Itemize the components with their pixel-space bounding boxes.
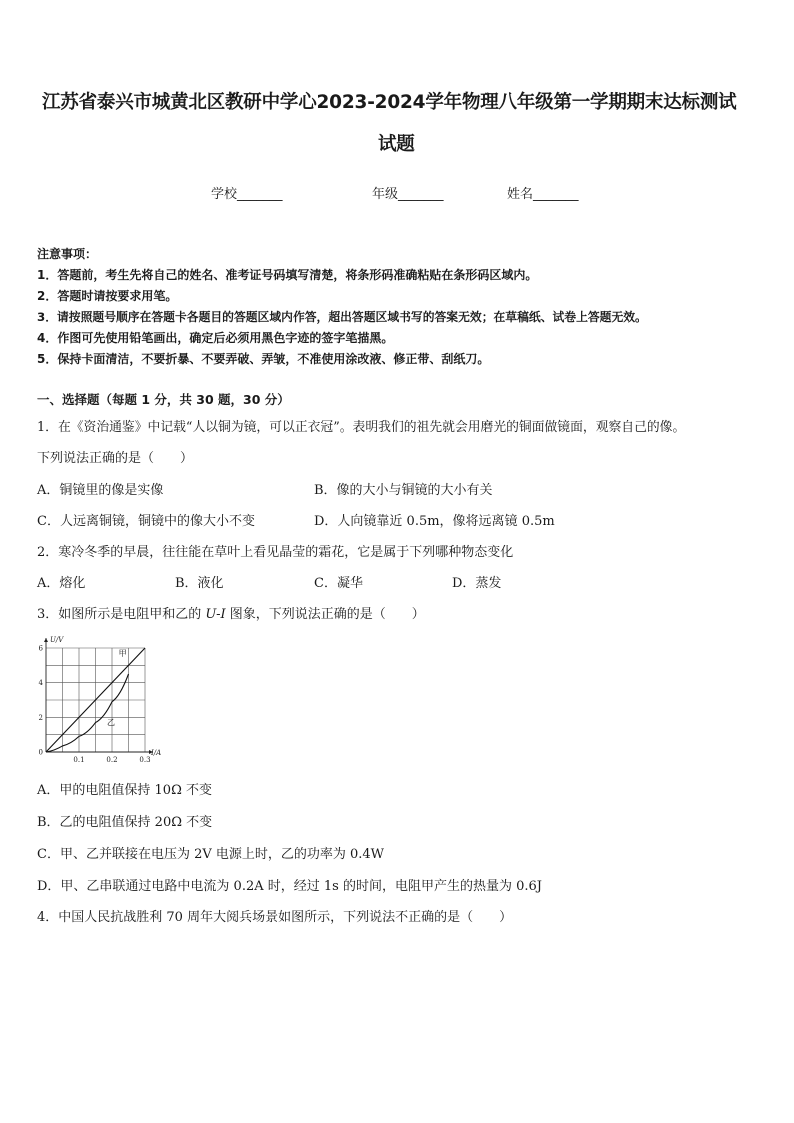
notice-item-2: 2．答题时请按要求用笔。 bbox=[37, 289, 178, 303]
y-tick-label: 2 bbox=[38, 713, 43, 722]
q2-option-d: D．蒸发 bbox=[452, 576, 502, 591]
y-axis-arrow bbox=[44, 638, 48, 642]
q1-option-c: C．人远离铜镜，铜镜中的像大小不变 bbox=[37, 514, 255, 529]
notice-item-4: 4．作图可先使用铅笔画出，确定后必须用黑色字迹的签字笔描黑。 bbox=[37, 331, 394, 345]
x-tick-label: 0.2 bbox=[106, 756, 118, 764]
ui-graph bbox=[30, 630, 170, 770]
q1-stem-line2: 下列说法正确的是（ ） bbox=[37, 451, 194, 466]
q3-option-c: C．甲、乙并联接在电压为 2V 电源上时，乙的功率为 0.4W bbox=[37, 847, 385, 862]
section-heading: 一、选择题（每题 1 分，共 30 题，30 分） bbox=[37, 392, 290, 407]
q2-stem: 2．寒冷冬季的早晨，往往能在草叶上看见晶莹的霜花，它是属于下列哪种物态变化 bbox=[37, 545, 514, 560]
q2-option-b: B．液化 bbox=[175, 576, 224, 591]
q3-stem-post: 图象，下列说法正确的是（ ） bbox=[225, 607, 425, 622]
x-tick-label: 0.1 bbox=[73, 756, 85, 764]
y-axis-label: U/V bbox=[50, 636, 64, 644]
series-yi-label: 乙 bbox=[107, 718, 116, 728]
q3-option-d: D．甲、乙串联通过电路中电流为 0.2A 时，经过 1s 的时间，电阻甲产生的热量为 0.6J bbox=[37, 879, 542, 894]
q2-option-c: C．凝华 bbox=[314, 576, 363, 591]
q3-stem bbox=[37, 603, 425, 622]
name-field: 姓名_______ bbox=[507, 187, 579, 202]
doc-title-line1: 江苏省泰兴市城黄北区教研中学心2023-2024学年物理八年级第一学期期末达标测试 bbox=[42, 92, 737, 113]
y-tick-label: 0 bbox=[38, 748, 43, 757]
q4-stem: 4．中国人民抗战胜利 70 周年大阅兵场景如图所示，下列说法不正确的是（ ） bbox=[37, 910, 513, 925]
q3-option-b: B．乙的电阻值保持 20Ω 不变 bbox=[37, 815, 213, 830]
notice-item-1: 1．答题前，考生先将自己的姓名、准考证号码填写清楚，将条形码准确粘贴在条形码区域内。 bbox=[37, 268, 538, 282]
notice-item-3: 3．请按照题号顺序在答题卡各题目的答题区域内作答，超出答题区域书写的答案无效；在草稿纸、试卷上答题无效。 bbox=[37, 310, 647, 324]
q1-option-d: D．人向镜靠近 0.5m，像将远离镜 0.5m bbox=[314, 514, 555, 529]
y-tick-label: 4 bbox=[38, 679, 43, 688]
notice-heading: 注意事项： bbox=[37, 247, 98, 261]
q1-option-a: A．铜镜里的像是实像 bbox=[37, 483, 164, 498]
school-field: 学校_______ bbox=[211, 187, 283, 202]
series-jia-label: 甲 bbox=[118, 648, 127, 658]
y-tick-label: 6 bbox=[38, 644, 43, 653]
grade-field: 年级_______ bbox=[372, 187, 444, 202]
q3-stem-pre: 3．如图所示是电阻甲和乙的 bbox=[37, 607, 206, 622]
q3-stem-italic: U-I bbox=[205, 607, 226, 622]
doc-title-line2: 试题 bbox=[378, 134, 415, 155]
q3-option-a: A．甲的电阻值保持 10Ω 不变 bbox=[37, 783, 212, 798]
notice-item-5: 5．保持卡面清洁，不要折暴、不要弄破、弄皱，不准使用涂改液、修正带、刮纸刀。 bbox=[37, 352, 490, 366]
q1-stem-line1: 1．在《资治通鉴》中记载“人以铜为镜，可以正衣冠”。表明我们的祖先就会用磨光的铜面做镜面，观察自己的像。 bbox=[37, 420, 686, 435]
series-yi-curve bbox=[46, 674, 129, 752]
x-axis-label: I/A bbox=[151, 749, 162, 757]
q1-option-b: B．像的大小与铜镜的大小有关 bbox=[314, 483, 493, 498]
x-tick-label: 0.3 bbox=[139, 756, 151, 764]
q2-option-a: A．熔化 bbox=[37, 576, 86, 591]
